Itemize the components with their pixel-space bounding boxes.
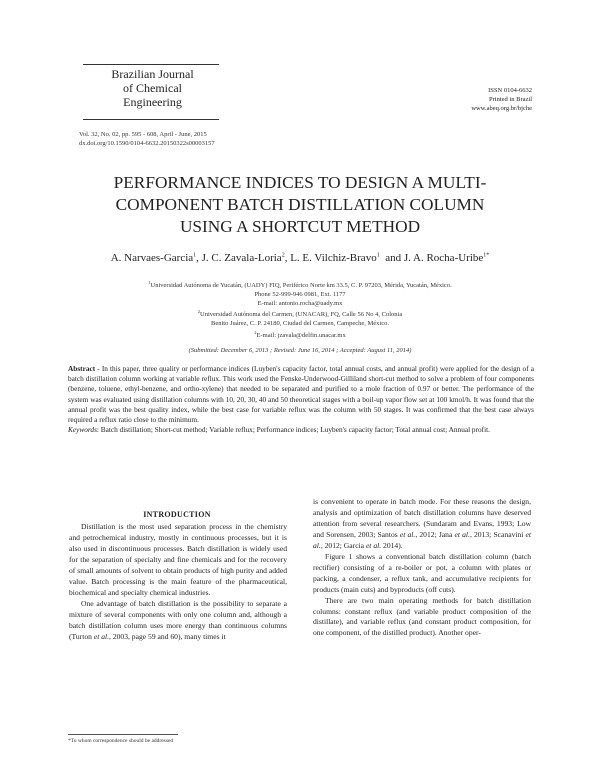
paragraph-text: One advantage of batch distillation is the possibility to separate a mixture of several components with only one column and, although a batch distillation column uses more energy than continuous columns (Turton <box>69 598 287 641</box>
footnote-rule <box>68 734 178 735</box>
et-al: et al. <box>399 529 416 539</box>
left-column <box>69 522 287 642</box>
author-affil-mark: 1* <box>483 252 490 259</box>
affil-email[interactable]: E-mail: jzavala@delfin.unacar.mx <box>256 331 346 339</box>
keywords <box>68 425 534 435</box>
printed-in: Printed in Brazil <box>489 96 532 103</box>
et-al: et al. <box>93 631 110 641</box>
author-affil-mark: 1 <box>193 252 197 259</box>
title-line1: PERFORMANCE INDICES TO DESIGN A MULTI- <box>113 173 487 192</box>
keywords-label: Keywords <box>68 425 97 435</box>
journal-name-line1: Brazilian Journal <box>111 67 194 81</box>
author-name: J. C. Zavala-Loria <box>201 252 282 264</box>
issn-block <box>471 86 532 113</box>
et-al: et al. <box>313 529 532 550</box>
journal-bottom-rule <box>83 119 219 120</box>
author-separator: , <box>284 252 291 264</box>
affiliation-2-email <box>60 329 540 341</box>
author-affil-mark: 1 <box>376 252 380 259</box>
paragraph-text: , 2003, page 59 and 60), many times it <box>109 631 226 641</box>
abstract-label: Abstract <box>68 364 96 373</box>
paragraph-text: , 2013; Scanavini <box>469 529 526 539</box>
author-list <box>60 252 540 264</box>
author-name: L. E. Vilchiz-Bravo <box>290 252 377 264</box>
author-affil-mark: 2 <box>281 252 285 259</box>
affiliation-1-email[interactable]: E-mail: antonio.rocha@uady.mx <box>257 299 343 307</box>
footnote: *To whom correspondence should be addressed <box>68 738 174 744</box>
journal-url[interactable]: www.abeq.org.br/bjche <box>471 105 532 112</box>
issn-number: ISSN 0104-6632 <box>488 87 532 94</box>
paragraph: Distillation is the most used separation process in the chemistry and petrochemical industry, mostly in continuous processes, but it is also used in discontinuous processes. Batch distillation is widely used for the separation of specialty and fine chemicals and for the recovery of small amounts of solvent to obtain products of high purity and added value. Batch processing is the main feature of the pharmaceutical, biochemical and specialty chemical industries. <box>69 522 287 597</box>
author-name: J. A. Rocha-Uribe <box>403 252 484 264</box>
right-column <box>313 497 531 639</box>
doi-link[interactable]: dx.doi.org/10.1590/0104-6632.20150322s00003157 <box>79 140 215 147</box>
journal-name-line3: Engineering <box>123 95 182 109</box>
volume-info: Vol. 32, No. 02, pp. 595 - 608, April - June, 2015 <box>79 131 207 138</box>
journal-name-line2: of Chemical <box>123 81 182 95</box>
title-line3: USING A SHORTCUT METHOD <box>179 217 421 236</box>
journal-name <box>90 67 215 109</box>
paragraph-text: , 2012; Jana <box>415 529 455 539</box>
keywords-text: : Batch distillation; Short-cut method; Variable reflux; Performance indices; Luyben's capacity factor; Total annual cost; Annual profit. <box>96 425 490 435</box>
paragraph-text: , 2012; Garcia <box>320 540 366 550</box>
paragraph <box>313 497 531 552</box>
paper-title <box>60 172 540 238</box>
affil-mark: 1 <box>148 280 151 285</box>
abstract-text: - In this paper, three quality or performance indices (Luyben's capacity factor, total annual costs, and annual profit) were applied for the design of a batch distillation column working at variable reflux. This work used the Fenske-Underwood-Gilliland short-cut method to solve a problem of four components (benzene, toluene, ethyl-benzene, and ortho-xylene) that needed to be separated and purified to a mole fraction of 0.97 or better. The performance of the system was evaluated using distillation columns with 10, 20, 30, 40 and 50 theoretical stages with a boil-up vapor flow set at 100 kmol/h. It was found that the annual profit was the best quality index, while the best case for variable reflux was the column with 50 stages. It was confirmed that the best case always required a reflux ratio close to the minimum. <box>68 364 534 425</box>
title-line2: COMPONENT BATCH DISTILLATION COLUMN <box>115 195 485 214</box>
paragraph-text: is convenient to operate in batch mode. For these reasons the design, analysis and optimization of batch distillation columns have deserved attention from several researchers. (Sundaram and Evans, 1993; Low and Sorensen, 2003; Santos <box>313 497 531 539</box>
affil-text: Universidad Autónoma de Yucatán, (UADY) FIQ, Periférico Norte km 33.5, C. P. 97203, Mérida, Yucatán, México. <box>150 282 452 290</box>
affil-mark: 2 <box>254 329 257 335</box>
affiliation-2-line2: Benito Juárez, C. P. 24180, Ciudad del Carmen, Campeche, México. <box>211 320 389 328</box>
author-separator: and <box>379 252 404 264</box>
affiliations <box>60 279 540 341</box>
abstract <box>68 364 534 435</box>
paragraph <box>69 599 287 643</box>
citation-block <box>79 130 215 148</box>
affil-mark: 2 <box>197 309 201 315</box>
affiliation-1-line1 <box>60 279 540 291</box>
affiliation-1-phone: Phone 52-999-946 0981, Ext. 1177 <box>254 290 346 298</box>
paragraph: There are two main operating methods for batch distillation columns: constant reflux (and variable product composition of the distillate), and variable reflux (and constant product composition, for one component, of the distilled product). Another oper- <box>313 595 531 638</box>
submission-dates: (Submitted: December 6, 2013 ; Revised: June 16, 2014 ; Accepted: August 11, 2014) <box>188 347 412 354</box>
affiliation-2-line1 <box>60 308 540 320</box>
paragraph-text: 2014). <box>381 540 403 550</box>
author-separator: , <box>196 252 202 264</box>
paragraph: Figure 1 shows a conventional batch distillation column (batch rectifier) consisting of a re-boiler or pot, a column with plates or packing, a condenser, a reflux tank, and accumulative recipients for products (main cuts) and byproducts (off cuts). <box>313 551 531 594</box>
section-heading-introduction: INTRODUCTION <box>143 510 211 519</box>
journal-top-rule <box>83 64 219 65</box>
et-al: et al. <box>365 540 382 550</box>
et-al: et al. <box>454 529 470 539</box>
author-name: A. Narvaes-Garcia <box>110 252 194 264</box>
affil-text: Universidad Autónoma del Carmen, (UNACAR), FQ, Calle 56 No 4, Colonia <box>200 311 403 319</box>
